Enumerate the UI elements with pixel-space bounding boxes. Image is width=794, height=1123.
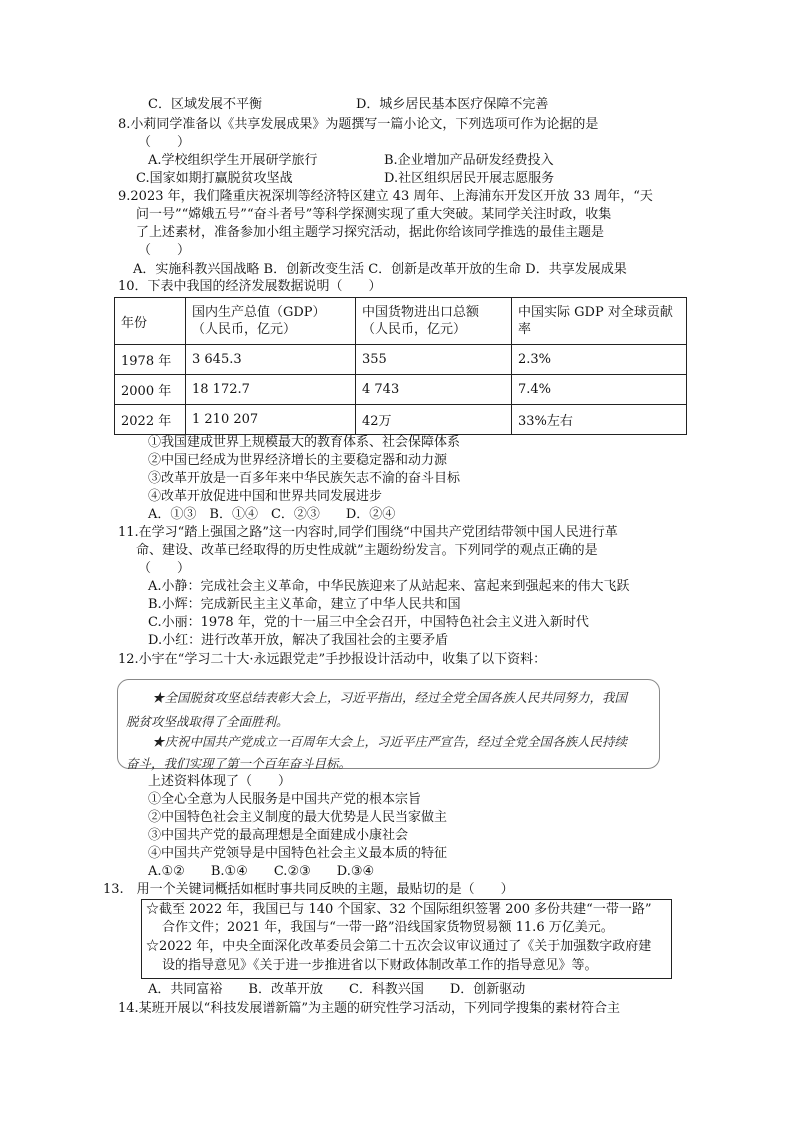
table-cell: 2000 年 xyxy=(115,375,186,405)
table-row xyxy=(115,375,687,405)
table-cell: 4 743 xyxy=(356,375,512,405)
table-cell: 42万 xyxy=(356,405,512,435)
header-gdp: 国内生产总值（GDP） （人民币，亿元） xyxy=(186,298,356,345)
header-contribution: 中国实际 GDP 对全球贡献 率 xyxy=(512,298,687,345)
table-cell: 3 645.3 xyxy=(186,345,356,375)
q8-option-d: D.社区组织居民开展志愿服务 xyxy=(384,171,555,186)
q12-statement-4: ④中国共产党领导是中国特色社会主义最本质的特征 xyxy=(148,846,448,861)
q7-option-d: D．城乡居民基本医疗保障不完善 xyxy=(356,97,549,112)
q11-option-b: B.小辉：完成新民主主义革命，建立了中华人民共和国 xyxy=(148,597,461,612)
q9-stem-line1: 9.2023 年，我们隆重庆祝深圳等经济特区建立 43 周年、上海浦东开发区开放 33 周年，“天 xyxy=(118,189,653,204)
table-cell: 1978 年 xyxy=(115,345,186,375)
q12-material-box xyxy=(117,679,660,769)
table-cell: 2.3% xyxy=(512,345,687,375)
news-line: ☆截至 2022 年，我国已与 140 个国家、32 个国际组织签署 200 多份共建“一带一路” xyxy=(146,902,652,917)
q10-statement-1: ①我国建成世界上规模最大的教育体系、社会保障体系 xyxy=(148,435,461,450)
q8-option-b: B.企业增加产品研发经费投入 xyxy=(384,153,554,168)
news-line: ☆2022 年，中央全面深化改革委员会第二十五次会议审议通过了《关于加强数字政府建 xyxy=(146,939,652,954)
material-line: ★全国脱贫攻坚总结表彰大会上，习近平指出，经过全党全国各族人民共同努力，我国 xyxy=(152,690,628,705)
header-year: 年份 xyxy=(115,298,186,345)
q10-stem: 10．下表中我国的经济发展数据说明（ ） xyxy=(118,279,382,294)
q11-answer-blank: （ ） xyxy=(138,561,191,576)
q13-stem: 13. 用一个关键词概括如框时事共同反映的主题，最贴切的是（ ） xyxy=(103,882,514,897)
q12-statement-1: ①全心全意为人民服务是中国共产党的根本宗旨 xyxy=(148,792,422,807)
q11-option-a: A.小静：完成社会主义革命，中华民族迎来了从站起来、富起来到强起来的伟大飞跃 xyxy=(148,579,630,594)
q8-option-a: A.学校组织学生开展研学旅行 xyxy=(148,153,318,168)
table-row xyxy=(115,405,687,435)
material-line: ★庆祝中国共产党成立一百周年大会上，习近平庄严宣告，经过全党全国各族人民持续 xyxy=(152,734,628,749)
q8-option-c: C.国家如期打赢脱贫攻坚战 xyxy=(136,171,293,186)
q11-option-c: C.小丽：1978 年，党的十一届三中全会召开，中国特色社会主义进入新时代 xyxy=(148,615,589,630)
q12-options: A.①② B.①④ C.②③ D.③④ xyxy=(148,864,375,879)
q10-data-table xyxy=(114,297,687,435)
q12-question: 上述资料体现了（ ） xyxy=(148,774,292,789)
q10-statement-3: ③改革开放是一百多年来中华民族矢志不渝的奋斗目标 xyxy=(148,471,461,486)
q8-answer-blank: （ ） xyxy=(138,135,191,150)
table-cell: 7.4% xyxy=(512,375,687,405)
q12-statement-3: ③中国共产党的最高理想是全面建成小康社会 xyxy=(148,828,409,843)
q11-stem-line1: 11.在学习“踏上强国之路”这一内容时,同学们围绕“中国共产党团结带领中国人民进行革 xyxy=(118,525,618,540)
q8-stem-line1: 8.小莉同学准备以《共享发展成果》为题撰写一篇小论文，下列选项可作为论据的是 xyxy=(118,117,599,132)
q9-stem-line2: 问一号”“嫦娥五号”“奋斗者号”等科学探测实现了重大突破。某同学关注时政，收集 xyxy=(136,207,612,222)
q12-stem: 12.小宇在“学习二十大·永远跟党走”手抄报设计活动中，收集了以下资料： xyxy=(118,652,547,667)
table-header-row xyxy=(115,298,687,345)
q13-options: A．共同富裕 B．改革开放 C．科教兴国 D．创新驱动 xyxy=(148,982,526,997)
q11-stem-line2: 命、建设、改革已经取得的历史性成就”主题纷纷发言。下列同学的观点正确的是 xyxy=(136,543,598,558)
q10-statement-2: ②中国已经成为世界经济增长的主要稳定器和动力源 xyxy=(148,453,448,468)
q10-options: A．①③ B．①④ C．②③ D．②④ xyxy=(148,507,396,522)
q12-statement-2: ②中国特色社会主义制度的最大优势是人民当家做主 xyxy=(148,810,448,825)
material-line: 奋斗，我们实现了第一个百年奋斗目标。 xyxy=(126,756,352,771)
news-line: 合作文件；2021 年，我国与“一带一路”沿线国家货物贸易额 11.6 万亿美元。 xyxy=(162,920,614,935)
table-cell: 355 xyxy=(356,345,512,375)
table-cell: 2022 年 xyxy=(115,405,186,435)
table-cell: 18 172.7 xyxy=(186,375,356,405)
header-trade: 中国货物进出口总额 （人民币，亿元） xyxy=(356,298,512,345)
q7-option-c: C．区域发展不平衡 xyxy=(148,97,262,112)
news-line: 设的指导意见》《关于进一步推进省以下财政体制改革工作的指导意见》等。 xyxy=(162,958,598,973)
q14-stem: 14.某班开展以“科技发展谱新篇”为主题的研究性学习活动，下列同学搜集的素材符合主 xyxy=(118,1001,620,1016)
q9-answer-blank: （ ） xyxy=(138,243,191,258)
table-row xyxy=(115,345,687,375)
q9-stem-line3: 了上述素材，准备参加小组主题学习探究活动，据此你给该同学推选的最佳主题是 xyxy=(136,225,605,240)
q13-news-box xyxy=(141,899,672,979)
table-cell: 1 210 207 xyxy=(186,405,356,435)
table-cell: 33%左右 xyxy=(512,405,687,435)
q9-options: A．实施科教兴国战略 B．创新改变生活 C．创新是改革开放的生命 D．共享发展成果 xyxy=(133,262,627,277)
material-line: 脱贫攻坚战取得了全面胜利。 xyxy=(126,714,289,729)
q10-statement-4: ④改革开放促进中国和世界共同发展进步 xyxy=(148,489,383,504)
q11-option-d: D.小红：进行改革开放，解决了我国社会的主要矛盾 xyxy=(148,633,449,648)
